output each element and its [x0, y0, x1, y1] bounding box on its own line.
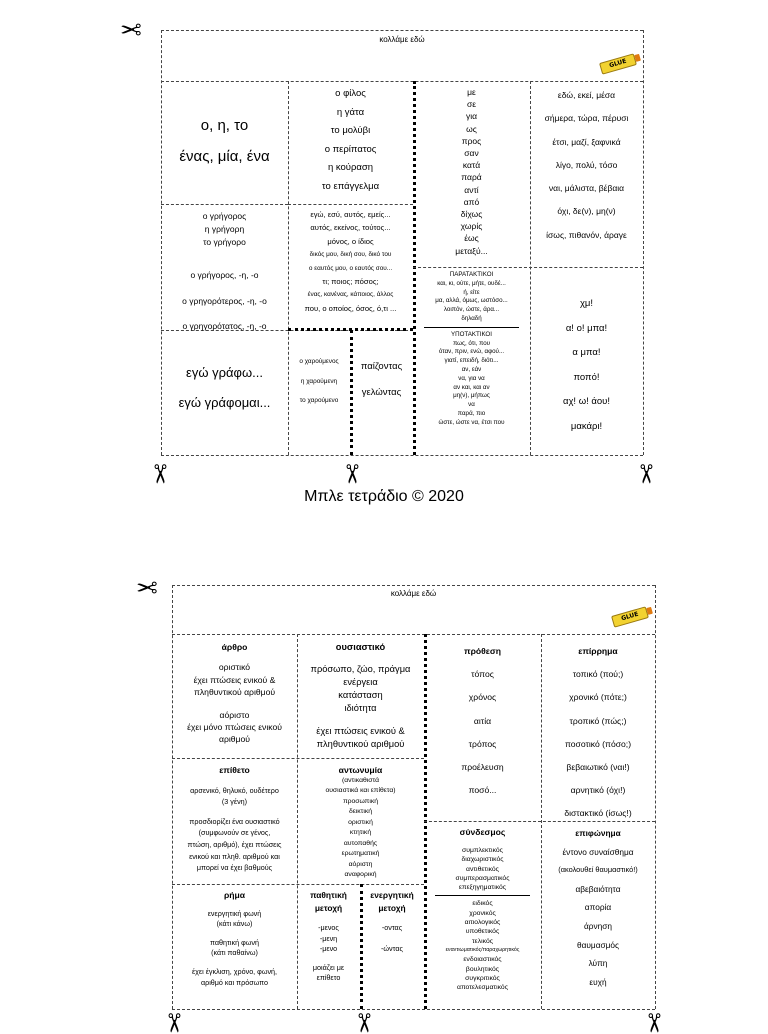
verb-line: παθητική φωνή	[210, 937, 259, 947]
interjection-line: θαυμασμός	[576, 939, 620, 950]
pronoun-item: που, ο οποίος, όσος, ό,τι ...	[304, 303, 397, 313]
conjunction-line: εναντιωματικός/παραχωρητικός	[445, 946, 520, 953]
adjective-degree-item: ο γρηγορότατος, -η, -ο	[182, 321, 267, 331]
conjunction-line: επεξηγηματικός	[458, 884, 507, 892]
row-line-2	[172, 884, 424, 885]
pronoun-line: ουσιαστικά και επίθετα)	[325, 787, 396, 794]
adverb-cell	[541, 640, 655, 826]
article-line: έχει πτώσεις ενικού &	[193, 674, 276, 685]
preposition-item: παρά	[461, 172, 482, 183]
scissors-icon: ✂	[335, 463, 366, 485]
adjective-title: επίθετο	[219, 765, 250, 775]
adverb-item: έτσι, μαζί, ξαφνικά	[552, 136, 621, 147]
conjunction-line: τελικός	[472, 937, 493, 945]
passive-participle-cell	[297, 889, 360, 984]
conjunction-line: αντιθετικός	[466, 865, 499, 873]
adverb-item: λίγο, πολύ, τόσο	[555, 159, 618, 170]
interjection-line: λύπη	[588, 958, 608, 969]
adjective-cell	[172, 765, 297, 874]
article-line: οριστικό	[218, 662, 251, 673]
scissors-icon: ✂	[347, 1012, 378, 1034]
articles-cell	[161, 110, 288, 172]
participle-item: το χαρούμενο	[299, 397, 339, 404]
noun-line: πληθυντικού αριθμού	[316, 739, 405, 749]
participle-item: ο χαρούμενος	[299, 358, 339, 365]
participle-item: γελώντας	[361, 387, 402, 398]
prepositions-cell	[413, 86, 530, 257]
adjective-line: προσδιορίζει ένα ουσιαστικό	[189, 816, 280, 826]
pronoun-line: οριστική	[348, 818, 373, 826]
preposition-line: τρόπος	[468, 738, 497, 749]
pronoun-item: τι; ποιος; πόσος;	[322, 277, 379, 287]
verb-line: (κάτι παθαίνω)	[211, 948, 258, 958]
verbs-cell	[161, 358, 288, 418]
conjunction-line: ενδοιαστικός	[463, 956, 502, 964]
verb-line	[172, 930, 297, 938]
pronoun-line: ερωτηματική	[341, 850, 380, 857]
adjectives-top-cell	[161, 210, 288, 249]
interjection-line: αβεβαιότητα	[575, 883, 621, 894]
row-line-1	[172, 758, 424, 759]
preposition-item: για	[465, 111, 478, 122]
interjection-item: ποπό!	[573, 371, 600, 383]
article-title: άρθρο	[221, 642, 248, 652]
article-definite: ο, η, το	[200, 117, 249, 134]
nouns-cell	[288, 85, 413, 197]
pronoun-line: (αντικαθιστά	[341, 776, 380, 784]
article-line	[172, 699, 297, 709]
conjunction-line: ειδικός	[472, 900, 493, 908]
pronoun-item: δικός μου, δική σου, δικό του	[309, 251, 392, 259]
verb-line	[172, 959, 297, 967]
noun-title: ουσιαστικό	[335, 642, 386, 652]
active-participle-line	[360, 934, 424, 944]
footer-title: Μπλε τετράδιο © 2020	[304, 488, 464, 505]
adverb-item: εδώ, εκεί, μέσα	[557, 90, 616, 100]
glue-here-label: κολλάμε εδώ	[379, 35, 425, 44]
interjection-title: επιφώνημα	[575, 828, 621, 838]
noun-item: το επάγγελμα	[321, 180, 380, 192]
interjection-item: χμ!	[579, 298, 594, 309]
active-participle-line: -ώντας	[381, 943, 403, 953]
article-line: πληθυντικού αριθμού	[193, 687, 276, 698]
noun-line: έχει πτώσεις ενικού &	[316, 726, 405, 736]
verb-line: ενεργητική φωνή	[207, 908, 262, 918]
noun-line: πρόσωπο, ζώο, πράγμα	[310, 664, 411, 674]
adverb-line: τοπικό (πού;)	[572, 669, 624, 680]
preposition-line: χρόνος	[468, 692, 497, 703]
scissors-icon: ✂	[143, 463, 174, 485]
conj-item: και, κι, ούτε, μήτε, ουδέ...	[437, 279, 506, 287]
scissors-icon: ✂	[629, 463, 660, 485]
article-line: αόριστο	[219, 709, 250, 720]
conjunction-line: αιτιολογικός	[464, 919, 501, 927]
adjective-degree-item: ο γρήγορος, -η, -ο	[190, 270, 259, 280]
conj-item: ώστε, ώστε να, έτσι που	[438, 418, 505, 426]
verb-line: (κάτι κάνω)	[216, 919, 253, 929]
interjection-line: ευχή	[589, 976, 607, 987]
adjective-line: αρσενικό, θηλυκό, ουδέτερο	[190, 785, 279, 795]
passive-participle-title: παθητική	[310, 890, 347, 900]
preposition-item: έως	[464, 233, 479, 244]
row-line-articles	[161, 204, 288, 205]
pronoun-line: δεικτική	[348, 808, 373, 815]
preposition-item: προς	[461, 135, 482, 146]
adjective-line: (συμφωνούν σε γένος,	[198, 828, 271, 838]
verb-passive: εγώ γράφομαι...	[178, 395, 271, 410]
adverb-item: ίσως, πιθανόν, άραγε	[546, 229, 627, 240]
conj-item: να, για να	[458, 374, 485, 382]
pronoun-cell	[297, 765, 424, 881]
conj-separator	[424, 327, 520, 328]
interjection-line: απορία	[584, 902, 612, 913]
interjections-cell	[530, 292, 643, 440]
conj-item: πως, ότι, που	[452, 339, 491, 347]
frame-right	[655, 585, 656, 1009]
preposition-item: δίχως	[460, 209, 483, 220]
adverb-line: αρνητικό (όχι!)	[570, 785, 626, 796]
conjunction-line: υποθετικός	[465, 928, 500, 936]
passive-participle-line: -μενη	[319, 933, 338, 943]
article-line: έχει μόνο πτώσεις ενικού	[187, 722, 282, 733]
adjective-item: η γρήγορη	[204, 224, 245, 234]
article-indefinite: ένας, μία, ένα	[179, 148, 270, 165]
preposition-item: με	[467, 87, 476, 97]
pronoun-item: εγώ, εσύ, αυτός, εμείς...	[310, 210, 391, 219]
frame-right	[643, 30, 644, 455]
interjection-line: άρνηση	[583, 920, 612, 931]
conjunction-line: συμπερασματικός	[455, 874, 510, 882]
conj-coord-title: ΠΑΡΑΤΑΚΤΙΚΟΙ	[449, 271, 494, 278]
adjective-line: ενικού και πληθ. αριθμού και	[189, 851, 280, 861]
pronouns-cell	[288, 208, 413, 315]
preposition-item: χωρίς	[460, 221, 483, 232]
conj-item: παρά, πιο	[457, 409, 486, 417]
adverb-item: σήμερα, τώρα, πέρυσι	[544, 113, 629, 124]
passive-participle-line: μοιάζει με	[312, 962, 345, 972]
verb-line: αριθμό και πρόσωπο	[200, 977, 269, 987]
adverb-line: ποσοτικό (πόσο;)	[564, 738, 632, 749]
interjection-line: (ακολουθεί θαυμαστικό!)	[558, 865, 638, 875]
noun-item: η γάτα	[336, 106, 365, 118]
preposition-item: αντί	[464, 184, 479, 195]
adverb-line: τροπικό (πώς;)	[569, 715, 627, 726]
noun-line: ιδιότητα	[344, 703, 377, 713]
pronoun-title: αντωνυμία	[338, 765, 383, 775]
conjunction-line: διαχωριστικός	[461, 856, 504, 864]
adjective-line: πτώση, αριθμό), έχει πτώσεις	[187, 839, 282, 849]
adverbs-cell	[530, 84, 643, 247]
passive-participle-line: επίθετο	[316, 973, 341, 983]
passive-participle-line	[297, 955, 360, 963]
conjunction-line: αποτελεσματικός	[457, 984, 508, 992]
pronoun-item: ο εαυτός μου, ο εαυτός σου...	[308, 264, 393, 272]
pronoun-line: αόριστη	[348, 860, 373, 868]
conj-item: αν και, και αν	[453, 383, 490, 391]
adjective-item: το γρήγορο	[203, 237, 246, 247]
conj-item: μη(ν), μήπως	[453, 392, 490, 400]
adjective-line	[172, 808, 297, 816]
interjection-item: αχ! ω! άου!	[562, 396, 611, 408]
passive-participle-line: -μενο	[319, 944, 338, 954]
scissors-icon: ✂	[157, 1012, 188, 1034]
pronoun-line: κτητική	[349, 829, 372, 836]
adverb-title: επίρρημα	[578, 646, 618, 656]
conjunction-separator	[435, 895, 531, 896]
interjection-item: α! ο! μπα!	[565, 322, 608, 334]
noun-item: ο φίλος	[335, 88, 366, 99]
active-participle-title: μετοχή	[378, 903, 406, 913]
conj-item: δηλαδή	[461, 314, 482, 322]
conjunction-line: βουλητικός	[465, 965, 500, 973]
conjunction-line: χρονικός	[469, 909, 496, 917]
conjunctions-cell	[413, 271, 530, 428]
preposition-cell	[424, 640, 541, 802]
glue-here-label: κολλάμε εδώ	[390, 589, 437, 598]
participle-item: παίζοντας	[360, 361, 403, 372]
conj-item: λοιπόν, ώστε, άρα...	[443, 306, 500, 314]
adverb-line: χρονικό (πότε;)	[569, 692, 627, 703]
glue-fold-line	[161, 81, 643, 82]
frame-top	[161, 30, 643, 31]
pronoun-line: αυτοπαθής	[343, 839, 378, 847]
preposition-line: ποσό...	[468, 785, 497, 796]
preposition-line: τόπος	[471, 669, 494, 680]
noun-line	[297, 715, 424, 725]
noun-cell	[297, 641, 424, 751]
preposition-title: πρόθεση	[464, 646, 501, 656]
verb-title: ρήμα	[223, 890, 246, 900]
conj-item: αν, εάν	[461, 365, 482, 373]
verb-active: εγώ γράφω...	[186, 365, 263, 380]
conj-sub-title: ΥΠΟΤΑΚΤΙΚΟΙ	[451, 330, 492, 338]
adverb-item: όχι, δε(ν), μη(ν)	[557, 206, 616, 217]
conjunction-title: σύνδεσμος	[459, 827, 506, 837]
preposition-item: ως	[466, 123, 477, 134]
conj-item: ή, είτε	[463, 288, 480, 296]
scissors-icon: ✂	[637, 1012, 668, 1034]
conjunction-line: συγκριτικός	[465, 974, 500, 982]
glue-stick-icon: GLUE	[611, 606, 649, 627]
adverb-item: ναι, μάλιστα, βέβαια	[548, 183, 625, 194]
frame-top	[172, 585, 655, 586]
interjection-item: α μπα!	[572, 347, 601, 359]
pronoun-line: προσωπική	[342, 797, 379, 805]
adjective-degree-item: ο γρηγορότερος, -η, -ο	[182, 295, 267, 306]
article-cell	[172, 641, 297, 746]
preposition-line: αιτία	[473, 715, 492, 726]
preposition-item: μεταξύ...	[455, 245, 488, 256]
adverb-line: διστακτικό (ίσως!)	[564, 808, 632, 819]
row-line-nouns	[288, 204, 413, 205]
preposition-item: από	[463, 196, 480, 207]
adverb-line: βεβαιωτικό (ναι!)	[566, 762, 630, 773]
conj-item: όταν, πριν, ενώ, αφού...	[438, 348, 505, 356]
frame-bottom	[161, 455, 643, 456]
frame-bottom	[172, 1009, 655, 1010]
pronoun-item: αυτός, εκείνος, τούτος...	[310, 223, 391, 233]
participle-item: η χαρούμενη	[300, 377, 338, 385]
verb-cell	[172, 890, 297, 988]
row-line-prepositions	[413, 267, 643, 268]
conj-item: γιατί, επειδή, διότι...	[444, 357, 499, 365]
conjunction-line: συμπλεκτικός	[462, 847, 503, 854]
interjection-line: έντονο συναίσθημα	[562, 846, 634, 857]
conjunction-cell	[424, 826, 541, 992]
conj-item: μα, αλλά, όμως, ωστόσο...	[435, 297, 508, 305]
adjectives-degrees-cell	[161, 263, 288, 340]
interjection-cell	[541, 824, 655, 991]
conj-item: να	[468, 401, 475, 409]
noun-item: η κούραση	[327, 162, 374, 174]
preposition-item: σαν	[464, 148, 479, 159]
interjection-item: μακάρι!	[570, 420, 603, 432]
preposition-item: σε	[466, 99, 477, 110]
scissors-icon: ✂	[136, 574, 158, 604]
active-participles-cell	[350, 354, 413, 406]
preposition-line: προέλευση	[461, 762, 504, 773]
pronoun-line: αναφορική	[344, 871, 377, 878]
passive-participle-title: μετοχή	[314, 903, 343, 913]
active-participle-title: ενεργητική	[370, 890, 414, 900]
preposition-item: κατά	[462, 160, 481, 171]
noun-line: ενέργεια	[343, 677, 378, 687]
active-participle-line: -οντας	[381, 923, 403, 932]
noun-line: κατάσταση	[338, 690, 383, 700]
pronoun-item: μόνος, ο ίδιος	[327, 236, 374, 246]
noun-item: το μολύβι	[330, 125, 371, 137]
active-participle-cell	[360, 889, 424, 954]
article-line: αριθμού	[219, 734, 250, 745]
adjective-line: μπορεί να έχει βαθμούς	[196, 863, 273, 873]
passive-participles-cell	[288, 352, 350, 411]
verb-line: έχει έγκλιση, χρόνο, φωνή,	[191, 966, 278, 976]
glue-fold-line	[172, 634, 655, 635]
glue-stick-icon: GLUE	[599, 53, 637, 74]
scissors-icon: ✂	[120, 16, 142, 46]
noun-item: ο περίπατος	[324, 143, 377, 155]
pronoun-item: ένας, κανένας, κάποιος, άλλος	[307, 291, 394, 299]
adjective-item: ο γρήγορος	[202, 211, 247, 221]
adjective-line: (3 γένη)	[221, 797, 248, 807]
passive-participle-line: -μενος	[318, 923, 339, 932]
